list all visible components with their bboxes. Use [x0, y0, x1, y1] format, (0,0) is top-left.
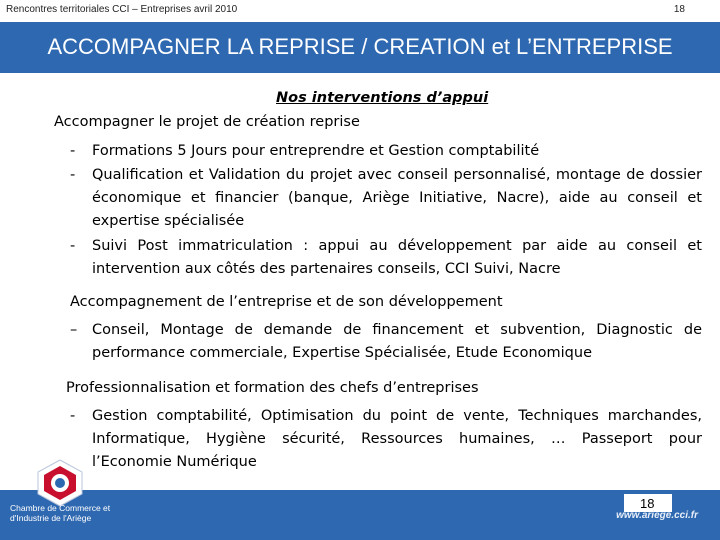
cci-org-line2: d'Industrie de l'Ariège [10, 513, 92, 523]
list-item [70, 235, 702, 281]
footer-page-number: 18 [640, 496, 655, 511]
list-item-text: Suivi Post immatriculation : appui au développement par aide au conseil et intervention aux côtés des partenaires conseils, CCI Suivi, Nacre [92, 238, 702, 277]
list-item-text: Qualification et Validation du projet avec conseil personnalisé, montage de dossier économique et financier (banque, Ariège Initiative, Nacre), aide au conseil et expertise spécialisée [92, 167, 702, 229]
list-item [70, 405, 702, 474]
list-item-text: Formations 5 Jours pour entreprendre et Gestion comptabilité [92, 143, 540, 159]
slide-title: ACCOMPAGNER LA REPRISE / CREATION et L’ENTREPRISE [47, 34, 673, 59]
list-item-text: Conseil, Montage de demande de financement et subvention, Diagnostic de performance commerciale, Expertise Spécialisée, Etude Economique [92, 322, 702, 361]
cci-org-name [10, 503, 110, 523]
subheading: Nos interventions d’appui [276, 90, 489, 106]
cci-logo [8, 458, 118, 538]
header-page-number: 18 [673, 4, 685, 15]
bullet-dash: - [70, 167, 76, 183]
cci-org-line1: Chambre de Commerce et [10, 503, 111, 513]
bullet-dash: - [70, 408, 76, 424]
event-label: Rencontres territoriales CCI – Entreprises avril 2010 [6, 4, 238, 15]
section-title-training: Professionnalisation et formation des chefs d’entreprises [66, 380, 479, 396]
list-item-text: Gestion comptabilité, Optimisation du point de vente, Techniques marchandes, Informatique, Hygiène sécurité, Ressources humaines, … Passeport pour l’Economie Numérique [92, 408, 702, 470]
website-link[interactable]: www.ariege.cci.fr [616, 510, 698, 521]
list-item [70, 164, 702, 233]
section-title-development: Accompagnement de l’entreprise et de son développement [70, 294, 503, 310]
bullet-dash: - [70, 143, 76, 159]
bullet-dash: – [70, 322, 78, 338]
slide-header [0, 0, 720, 22]
bullet-dash: - [70, 238, 76, 254]
section-title-creation: Accompagner le projet de création reprise [54, 114, 360, 130]
title-band [0, 22, 720, 73]
cci-emblem-icon [30, 458, 90, 508]
list-item [70, 319, 702, 365]
list-item [70, 140, 702, 163]
